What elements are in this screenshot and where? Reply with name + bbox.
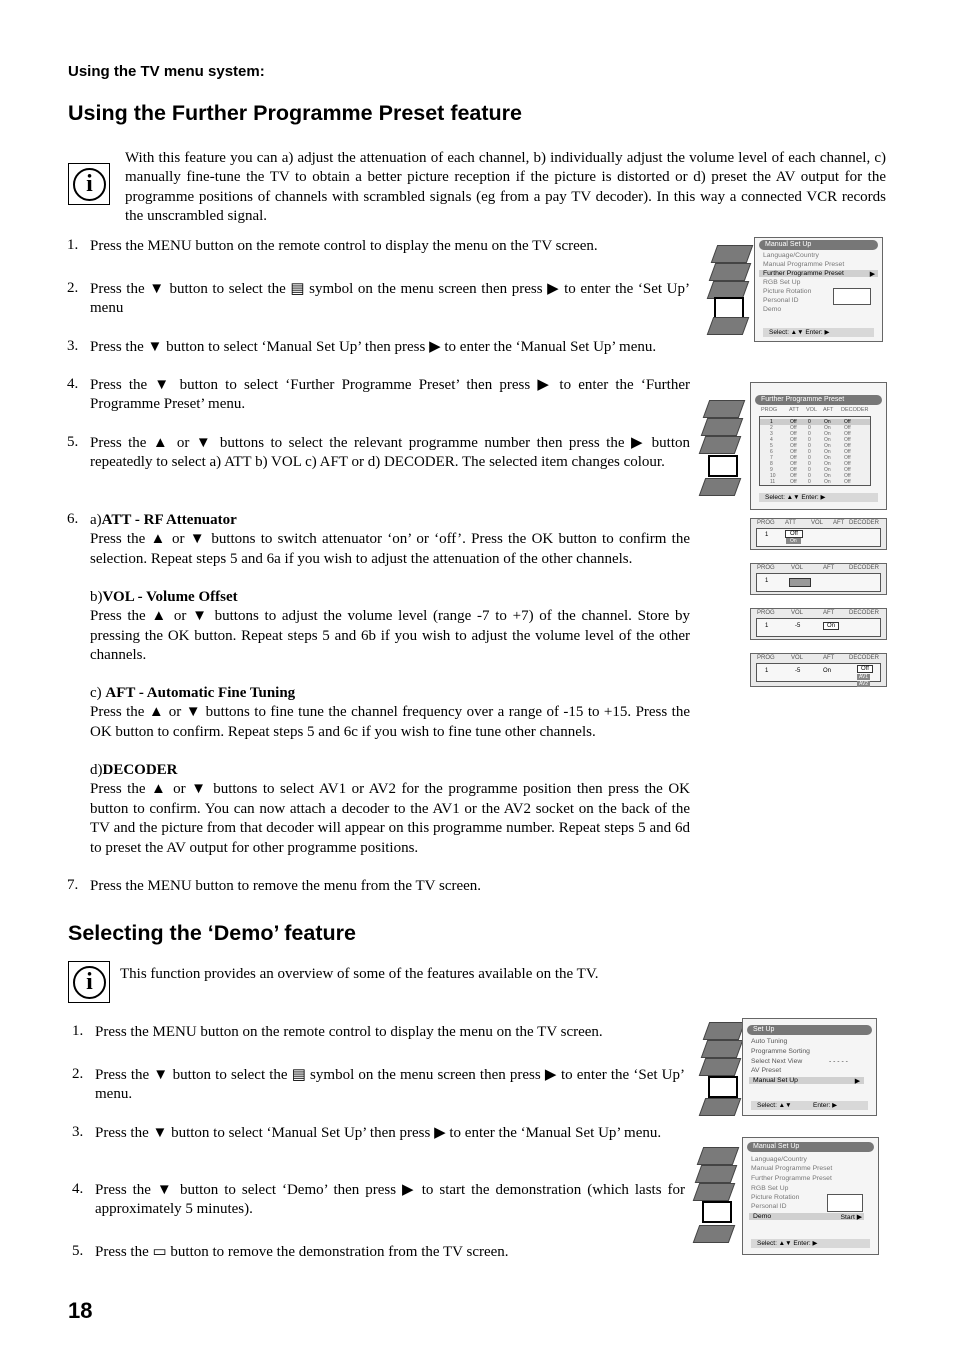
strip-decoder (750, 653, 887, 687)
preset-cell: 0 (808, 455, 811, 461)
col-header: PROG (757, 565, 775, 571)
menu-item[interactable]: Select Next View (751, 1058, 803, 1065)
aft-cell: On (823, 668, 832, 674)
preset-cell: Off (844, 437, 851, 443)
col-header: DECODER (841, 407, 869, 413)
col-header: ATT (789, 407, 799, 413)
step-text: Press the ▼ button to select the ▤ symbol on the menu screen then press ▶ to enter the ‘Set Up’ menu. (95, 1067, 685, 1103)
menu-item[interactable]: Further Programme Preset (751, 1175, 832, 1182)
step-text: Press the MENU button to remove the menu from the TV screen. (90, 878, 482, 894)
col-header: VOL (791, 610, 804, 616)
menu-item-selected[interactable]: Further Programme Preset ▶ (759, 270, 878, 277)
menu-item[interactable]: Personal ID (751, 1203, 787, 1210)
substep-a: a)ATT - RF Attenuator Press the ▲ or ▼ buttons to switch attenuator ‘on’ or ‘off’. Press the OK button to confirm the selection. Repeat steps 5 and 6a if you wish to adjust the attenuation of the other channels. (90, 512, 690, 567)
decoder-option[interactable]: AV2 (859, 681, 869, 687)
step-number: 5. (72, 1243, 84, 1259)
preset-cell: On (824, 431, 831, 437)
setup-icon (708, 1076, 738, 1098)
setup-icon (702, 1201, 732, 1223)
preset-cell: On (824, 425, 831, 431)
menu-manual-setup-demo (694, 1137, 880, 1255)
col-header: DECODER (849, 520, 880, 526)
preset-cell: 2 (770, 425, 773, 431)
vol-slider[interactable] (789, 578, 811, 587)
preset-cell: 0 (808, 479, 811, 485)
col-header: AFT (823, 407, 834, 413)
preset-cell: Off (790, 461, 797, 467)
menu-further-preset (700, 380, 887, 510)
preset-cell: 3 (770, 431, 773, 437)
menu-item[interactable]: Language/Country (751, 1156, 807, 1163)
preset-cell: Off (790, 479, 797, 485)
preset-cell: Off (844, 431, 851, 437)
col-header: DECODER (849, 610, 880, 616)
preset-cell: Off (790, 419, 797, 425)
menu-item[interactable]: Manual Programme Preset (763, 261, 845, 268)
menu-item[interactable]: Programme Sorting (751, 1048, 810, 1055)
preset-cell: Off (790, 473, 797, 479)
section2-intro: This function provides an overview of some of the features available on the TV. (120, 966, 599, 982)
step-text: Press the ▼ button to select ‘Further Programme Preset’ then press ▶ to enter the ‘Further Programme Preset’ menu. (90, 377, 690, 413)
menu-manual-setup (708, 237, 883, 342)
menu-setup (700, 1018, 878, 1116)
prog-cell: 1 (765, 532, 769, 538)
sound-icon (695, 1165, 738, 1183)
section1-intro: With this feature you can a) adjust the attenuation of each channel, b) individually adjust the volume level of each channel, c) manually fine-tune the TV to obtain a better picture reception if the picture is distorted or d) preset the AV output for the programme positions of channels with scrambled signals (eg from a pay TV decoder). In this way a connected VCR records the unscrambled signal. (125, 150, 886, 225)
step-text: Press the ▼ button to select the ▤ symbol on the menu screen then press ▶ to enter the ‘Set Up’ menu (90, 281, 690, 317)
step-number: 7. (67, 877, 79, 893)
col-header: VOL (791, 565, 804, 571)
preset-cell: 0 (808, 467, 811, 473)
col-header: VOL (806, 407, 818, 413)
preset-cell: Off (790, 443, 797, 449)
info-icon: i (68, 961, 110, 1003)
features-icon (699, 1058, 742, 1076)
info-menu-icon (693, 1225, 736, 1243)
setup-icon (708, 455, 738, 477)
picture-icon (703, 400, 746, 418)
section2-title: Selecting the ‘Demo’ feature (68, 921, 356, 945)
preset-cell: 6 (770, 449, 773, 455)
menu-item[interactable]: Manual Programme Preset (751, 1165, 833, 1172)
sound-icon (701, 418, 744, 436)
step-number: 3. (67, 338, 79, 354)
col-header: PROG (757, 520, 775, 526)
sound-icon (709, 263, 752, 281)
step-number: 3. (72, 1124, 84, 1140)
preset-cell: Off (790, 431, 797, 437)
step-text: Press the MENU button on the remote control to display the menu on the TV screen. (95, 1024, 603, 1040)
info-menu-icon (699, 478, 742, 496)
menu-title: Set Up (747, 1025, 872, 1035)
sound-icon (701, 1040, 744, 1058)
strip-aft (750, 608, 887, 640)
preset-cell: Off (790, 449, 797, 455)
preset-cell: On (824, 443, 831, 449)
preset-cell: 9 (770, 467, 773, 473)
menu-title: Manual Set Up (747, 1142, 874, 1152)
col-header: PROG (761, 407, 778, 413)
col-header: VOL (811, 520, 824, 526)
menu-item-selected[interactable]: Manual Set Up ▶ (749, 1077, 864, 1084)
preset-cell: 0 (808, 473, 811, 479)
preset-cell: 11 (770, 479, 776, 485)
preset-cell: 0 (808, 437, 811, 443)
preset-cell: 0 (808, 443, 811, 449)
menu-item[interactable]: RGB Set Up (751, 1185, 789, 1192)
step-number: 4. (67, 376, 79, 392)
menu-item[interactable]: Picture Rotation (751, 1194, 800, 1201)
info-menu-icon (707, 317, 750, 335)
col-header: PROG (757, 655, 775, 661)
step-number: 5. (67, 434, 79, 450)
menu-item[interactable]: Personal ID (763, 297, 799, 304)
preset-cell: 0 (808, 461, 811, 467)
aft-value[interactable]: On (823, 622, 839, 630)
features-icon (693, 1183, 736, 1201)
prog-cell: 1 (765, 623, 769, 629)
preset-cell: On (824, 473, 831, 479)
preset-cell: 0 (808, 425, 811, 431)
preset-cell: On (824, 455, 831, 461)
col-header: DECODER (849, 565, 880, 571)
vol-cell: -5 (795, 668, 801, 674)
preset-cell: Off (844, 473, 851, 479)
col-header: AFT (833, 520, 845, 526)
decoder-value[interactable]: Off (857, 665, 873, 673)
preset-cell: 0 (808, 431, 811, 437)
menu-title: Further Programme Preset (755, 395, 882, 405)
preset-cell: Off (844, 479, 851, 485)
info-menu-icon (699, 1098, 742, 1116)
preset-cell: On (824, 437, 831, 443)
menu-item[interactable]: AV Preset (751, 1067, 782, 1074)
picture-icon (703, 1022, 746, 1040)
step-text: Press the ▼ button to select ‘Manual Set Up’ then press ▶ to enter the ‘Manual Set Up’ menu. (90, 339, 657, 355)
features-icon (699, 436, 742, 454)
preset-cell: Off (844, 467, 851, 473)
setup-icon (714, 297, 744, 319)
preset-row[interactable] (760, 479, 870, 485)
menu-footer: Select: ▲▼ Enter: ▶ (759, 493, 878, 502)
preset-cell: 10 (770, 473, 776, 479)
preset-cell: On (824, 449, 831, 455)
menu-item[interactable]: Auto Tuning (751, 1038, 788, 1045)
col-header: AFT (823, 655, 835, 661)
preset-cell: Off (844, 455, 851, 461)
col-header: DECODER (849, 655, 880, 661)
att-option[interactable]: On (786, 538, 801, 544)
step-text: Press the MENU button on the remote control to display the menu on the TV screen. (90, 238, 598, 254)
section1-title: Using the Further Programme Preset feature (68, 101, 523, 125)
menu-item[interactable]: Language/Country (763, 252, 819, 259)
section-label: Using the TV menu system: (68, 63, 265, 80)
preset-cell: On (824, 419, 831, 425)
menu-item[interactable]: RGB Set Up (763, 279, 801, 286)
preset-cell: 4 (770, 437, 773, 443)
decoder-option[interactable]: AV1 (859, 674, 869, 680)
dashes: - - - - - (829, 1058, 848, 1065)
strip-att (750, 518, 887, 550)
preset-cell: On (824, 479, 831, 485)
preset-cell: Off (844, 449, 851, 455)
preset-cell: 8 (770, 461, 773, 467)
step-number: 4. (72, 1181, 84, 1197)
att-value[interactable]: Off (785, 530, 803, 538)
preset-cell: Off (790, 467, 797, 473)
step-text: Press the ▼ button to select ‘Demo’ then press ▶ to start the demonstration (which lasts for approximately 5 minutes). (95, 1182, 685, 1218)
step-number: 1. (72, 1023, 84, 1039)
substep-c: c) AFT - Automatic Fine Tuning Press the ▲ or ▼ buttons to fine tune the channel frequency over a range of -15 to +15. Press the OK button to confirm. Repeat steps 5 and 6c if you wish to fine tune other channels. (90, 685, 690, 740)
substep-b: b)VOL - Volume Offset Press the ▲ or ▼ buttons to adjust the volume level (range -7 to +7) of the channel. Store by pressing the OK button. Repeat steps 5 and 6b if you wish to adjust the volume level of the other channels. (90, 589, 690, 664)
menu-item-selected[interactable]: Demo Start ▶ (749, 1213, 864, 1220)
step-text: Press the ▼ button to select ‘Manual Set Up’ then press ▶ to enter the ‘Manual Set Up’ menu. (95, 1125, 662, 1141)
prog-cell: 1 (765, 578, 769, 584)
preset-cell: On (824, 467, 831, 473)
preset-cell: Off (790, 437, 797, 443)
menu-footer: Select: ▲▼ Enter: ▶ (751, 1101, 868, 1110)
col-header: AFT (823, 565, 835, 571)
info-icon: i (68, 163, 110, 205)
step-number: 2. (72, 1066, 84, 1082)
step-text: Press the ▭ button to remove the demonstration from the TV screen. (95, 1244, 509, 1260)
preset-cell: Off (790, 455, 797, 461)
step-number: 2. (67, 280, 79, 296)
preset-cell: Off (844, 461, 851, 467)
step-number: 1. (67, 237, 79, 253)
preset-cell: 1 (770, 419, 773, 425)
picture-icon (711, 245, 754, 263)
preset-cell: 5 (770, 443, 773, 449)
page-number: 18 (68, 1298, 93, 1323)
col-header: VOL (791, 655, 804, 661)
col-header: AFT (823, 610, 835, 616)
preset-cell: Off (790, 425, 797, 431)
menu-item[interactable]: Demo (763, 306, 782, 313)
preset-cell: 0 (808, 419, 811, 425)
substep-d: d)DECODER Press the ▲ or ▼ buttons to select AV1 or AV2 for the programme position then press the OK button to confirm. You can now attach a decoder to the AV1 or the AV2 socket on the back of the TV and the picture from that decoder will appear on this programme number. Repeat steps 5 and 6d to preset the AV output for other programme positions. (90, 762, 690, 856)
preset-cell: 0 (808, 449, 811, 455)
preset-cell: Off (844, 419, 851, 425)
menu-footer: Select: ▲▼ Enter: ▶ (763, 328, 874, 337)
menu-title: Manual Set Up (759, 240, 878, 250)
menu-item[interactable]: Picture Rotation (763, 288, 812, 295)
step-text: Press the ▲ or ▼ buttons to select the relevant programme number then press the ▶ button repeatedly to select a) ATT b) VOL c) AFT or d) DECODER. The selected item changes colour. (90, 435, 690, 471)
strip-vol (750, 563, 887, 595)
prog-cell: 1 (765, 668, 769, 674)
preset-cell: On (824, 461, 831, 467)
vol-cell: -5 (795, 623, 801, 629)
col-header: ATT (785, 520, 796, 526)
col-header: PROG (757, 610, 775, 616)
preset-cell: 7 (770, 455, 773, 461)
picture-icon (697, 1147, 740, 1165)
preset-cell: Off (844, 425, 851, 431)
preset-cell: Off (844, 443, 851, 449)
menu-footer: Select: ▲▼ Enter: ▶ (751, 1239, 870, 1248)
preset-grid (759, 416, 871, 486)
step-number: 6. (67, 511, 79, 527)
